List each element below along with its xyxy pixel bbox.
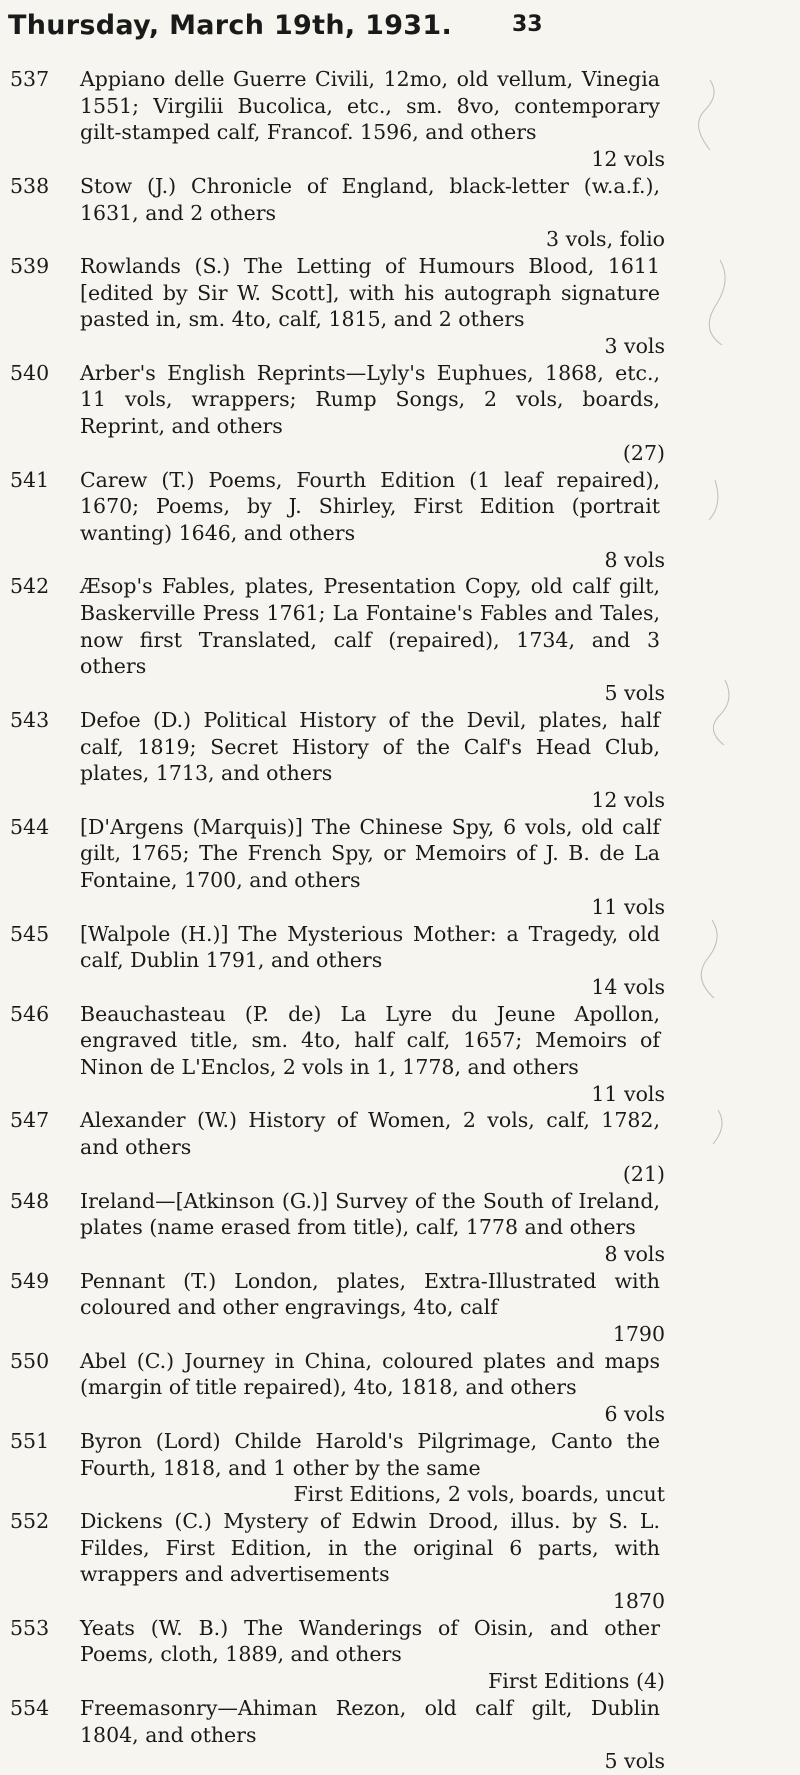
lot-description: Appiano delle Guerre Civili, 12mo, old vellum, Vinegia 1551; Virgilii Bucolica, etc., sm. 8vo, contemporary gilt-stamped calf, Francof. 1596, and others bbox=[80, 67, 660, 145]
lot-number: 551 bbox=[10, 1428, 50, 1453]
lot-description: Freemasonry—Ahiman Rezon, old calf gilt, Dublin 1804, and others bbox=[80, 1695, 660, 1747]
lot-number: 545 bbox=[10, 921, 50, 946]
lot-quantity: 14 vols bbox=[591, 974, 665, 999]
lot-number: 541 bbox=[10, 467, 50, 492]
lot-554 bbox=[0, 1695, 800, 1775]
lot-542 bbox=[0, 573, 800, 707]
lot-quantity: 8 vols bbox=[604, 547, 665, 572]
lot-description: Byron (Lord) Childe Harold's Pilgrimage, Canto the Fourth, 1818, and 1 other by the same bbox=[80, 1428, 660, 1480]
lot-description: [D'Argens (Marquis)] The Chinese Spy, 6 vols, old calf gilt, 1765; The French Spy, or Memoirs of J. B. de La Fontaine, 1700, and others bbox=[80, 814, 660, 893]
lot-546 bbox=[0, 1001, 800, 1108]
lot-number: 553 bbox=[10, 1615, 50, 1640]
lot-description: Stow (J.) Chronicle of England, black-letter (w.a.f.), 1631, and 2 others bbox=[80, 173, 660, 225]
lot-quantity: 1790 bbox=[612, 1322, 665, 1347]
lot-number: 543 bbox=[10, 707, 50, 732]
lot-description: Dickens (C.) Mystery of Edwin Drood, illus. by S. L. Fildes, First Edition, in the original 6 parts, with wrappers and advertisements bbox=[80, 1508, 660, 1587]
lot-547 bbox=[0, 1107, 800, 1187]
lot-quantity: 12 vols bbox=[591, 787, 665, 812]
lot-quantity: (21) bbox=[622, 1161, 665, 1186]
lot-550 bbox=[0, 1348, 800, 1428]
lot-541 bbox=[0, 467, 800, 574]
lot-548 bbox=[0, 1188, 800, 1268]
lot-quantity: 3 vols, folio bbox=[546, 227, 665, 252]
lot-number: 549 bbox=[10, 1268, 50, 1293]
lot-number: 547 bbox=[10, 1108, 50, 1133]
lot-description: Yeats (W. B.) The Wanderings of Oisin, and other Poems, cloth, 1889, and others bbox=[80, 1615, 660, 1667]
lot-description: Arber's English Reprints—Lyly's Euphues, 1868, etc., 11 vols, wrappers; Rump Songs, 2 vols, boards, Reprint, and others bbox=[80, 360, 660, 439]
lot-553 bbox=[0, 1615, 800, 1695]
lot-number: 544 bbox=[10, 814, 50, 839]
lot-description: Alexander (W.) History of Women, 2 vols, calf, 1782, and others bbox=[80, 1108, 660, 1160]
lot-quantity: 11 vols bbox=[591, 894, 665, 919]
lot-543 bbox=[0, 707, 800, 814]
lot-description: Defoe (D.) Political History of the Devil, plates, half calf, 1819; Secret History of the Calf's Head Club, plates, 1713, and others bbox=[80, 707, 660, 786]
lot-description: [Walpole (H.)] The Mysterious Mother: a Tragedy, old calf, Dublin 1791, and others bbox=[80, 921, 660, 973]
lot-description: Beauchasteau (P. de) La Lyre du Jeune Apollon, engraved title, sm. 4to, half calf, 1657; Memoirs of Ninon de L'Enclos, 2 vols in 1, 1778, and others bbox=[80, 1001, 660, 1080]
lot-description: Rowlands (S.) The Letting of Humours Blood, 1611 [edited by Sir W. Scott], with his autograph signature pasted in, sm. 4to, calf, 1815, and 2 others bbox=[80, 253, 660, 332]
lot-539 bbox=[0, 253, 800, 360]
lot-number: 537 bbox=[10, 67, 50, 91]
lot-description: Ireland—[Atkinson (G.)] Survey of the South of Ireland, plates (name erased from title), calf, 1778 and others bbox=[80, 1188, 660, 1240]
lot-544 bbox=[0, 814, 800, 921]
lot-number: 539 bbox=[10, 253, 50, 278]
lot-quantity: 6 vols bbox=[604, 1402, 665, 1427]
lot-description: Pennant (T.) London, plates, Extra-Illustrated with coloured and other engravings, 4to, calf bbox=[80, 1268, 660, 1320]
lot-number: 554 bbox=[10, 1695, 50, 1720]
lot-quantity: 3 vols bbox=[604, 334, 665, 359]
lot-number: 540 bbox=[10, 360, 50, 385]
lot-number: 548 bbox=[10, 1188, 50, 1213]
lot-549 bbox=[0, 1268, 800, 1348]
lot-quantity: First Editions, 2 vols, boards, uncut bbox=[293, 1482, 665, 1507]
lot-quantity: 8 vols bbox=[604, 1241, 665, 1266]
lot-number: 546 bbox=[10, 1001, 50, 1026]
lot-quantity: 5 vols bbox=[604, 681, 665, 706]
lot-number: 538 bbox=[10, 173, 50, 198]
lot-number: 550 bbox=[10, 1348, 50, 1373]
lot-quantity: 1870 bbox=[612, 1589, 665, 1614]
lot-number: 552 bbox=[10, 1508, 50, 1533]
lot-552 bbox=[0, 1508, 800, 1615]
lot-quantity: First Editions (4) bbox=[488, 1669, 665, 1694]
lot-description: Abel (C.) Journey in China, coloured plates and maps (margin of title repaired), 4to, 1818, and others bbox=[80, 1348, 660, 1400]
lot-quantity: 12 vols bbox=[591, 147, 665, 172]
lot-538 bbox=[0, 173, 800, 253]
lot-quantity: (27) bbox=[622, 440, 665, 465]
lot-540 bbox=[0, 360, 800, 467]
lot-537 bbox=[0, 66, 800, 173]
lot-quantity: 5 vols bbox=[604, 1749, 665, 1774]
lot-list bbox=[0, 66, 800, 1775]
page-number: 33 bbox=[512, 12, 543, 37]
lot-number: 542 bbox=[10, 574, 50, 599]
lot-quantity: 11 vols bbox=[591, 1081, 665, 1106]
lot-551 bbox=[0, 1428, 800, 1508]
lot-description: Carew (T.) Poems, Fourth Edition (1 leaf repaired), 1670; Poems, by J. Shirley, First Edition (portrait wanting) 1646, and others bbox=[80, 467, 660, 545]
lot-description: Æsop's Fables, plates, Presentation Copy, old calf gilt, Baskerville Press 1761; La Fontaine's Fables and Tales, now first Translated, calf (repaired), 1734, and 3 others bbox=[80, 574, 660, 679]
page-header-date: Thursday, March 19th, 1931. bbox=[8, 10, 453, 41]
lot-545 bbox=[0, 921, 800, 1001]
